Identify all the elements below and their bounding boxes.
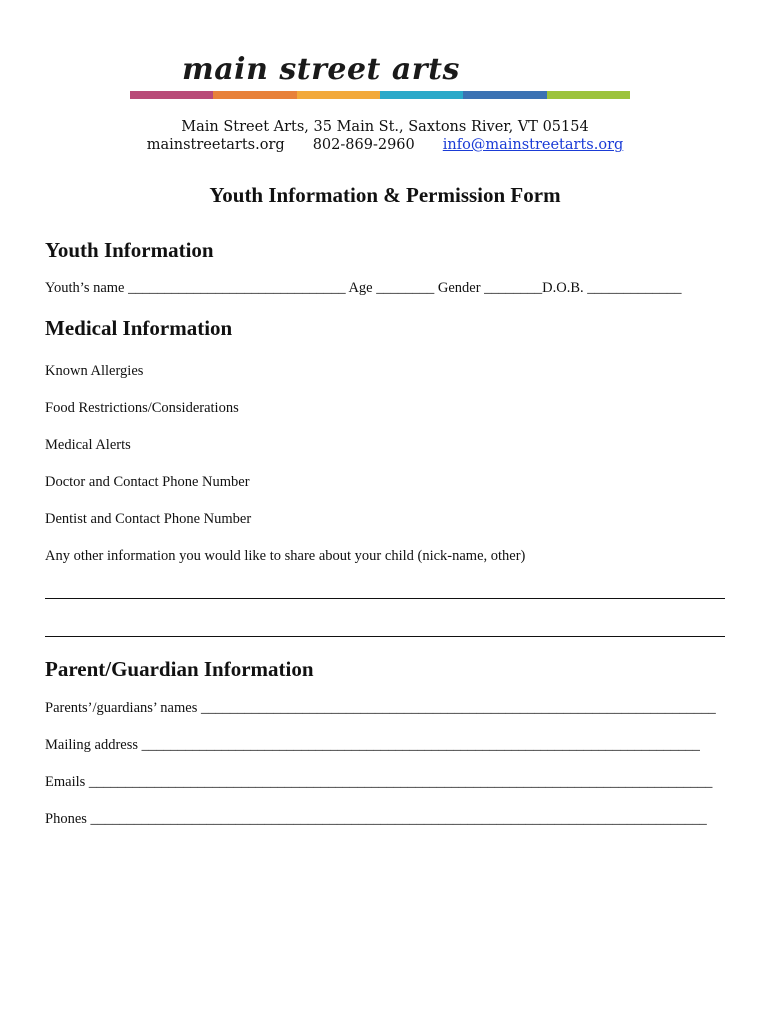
address-line: Main Street Arts, 35 Main St., Saxtons River, VT 05154	[181, 119, 589, 135]
dentist-contact-label: Dentist and Contact Phone Number	[45, 511, 252, 527]
phones-line: Phones _____________________________________________________________________________________	[45, 811, 707, 827]
medical-alerts-label: Medical Alerts	[45, 437, 131, 453]
medical-section-heading: Medical Information	[45, 316, 233, 340]
known-allergies-label: Known Allergies	[45, 363, 144, 379]
phone-text: 802-869-2960	[312, 137, 415, 153]
logo-bar-segment	[547, 91, 630, 99]
parents-names-line: Parents’/guardians’ names _______________________________________________________________________	[45, 700, 716, 716]
youth-section-heading: Youth Information	[45, 238, 214, 262]
youth-fields-line: Youth’s name ______________________________ Age ________ Gender ________D.O.B. _____________	[45, 280, 682, 296]
logo-wordmark: main street arts	[182, 52, 460, 87]
main-street-arts-logo	[130, 52, 630, 102]
form-title: Youth Information & Permission Form	[209, 183, 561, 207]
other-info-blank-line[interactable]	[45, 636, 725, 637]
other-info-label: Any other information you would like to share about your child (nick-name, other)	[45, 548, 526, 564]
contact-line	[0, 137, 770, 153]
logo-color-bar	[130, 91, 630, 99]
mailing-address-line: Mailing address _____________________________________________________________________________	[45, 737, 700, 753]
website-text: mainstreetarts.org	[146, 137, 285, 153]
logo-bar-segment	[297, 91, 380, 99]
food-restrictions-label: Food Restrictions/Considerations	[45, 400, 239, 416]
logo-bar-segment	[380, 91, 463, 99]
email-link[interactable]: info@mainstreetarts.org	[442, 137, 624, 153]
logo-bar-segment	[463, 91, 546, 99]
emails-line: Emails ______________________________________________________________________________________	[45, 774, 713, 790]
other-info-blank-line[interactable]	[45, 598, 725, 599]
logo-bar-segment	[213, 91, 296, 99]
logo-bar-segment	[130, 91, 213, 99]
doctor-contact-label: Doctor and Contact Phone Number	[45, 474, 250, 490]
parent-section-heading: Parent/Guardian Information	[45, 657, 314, 681]
